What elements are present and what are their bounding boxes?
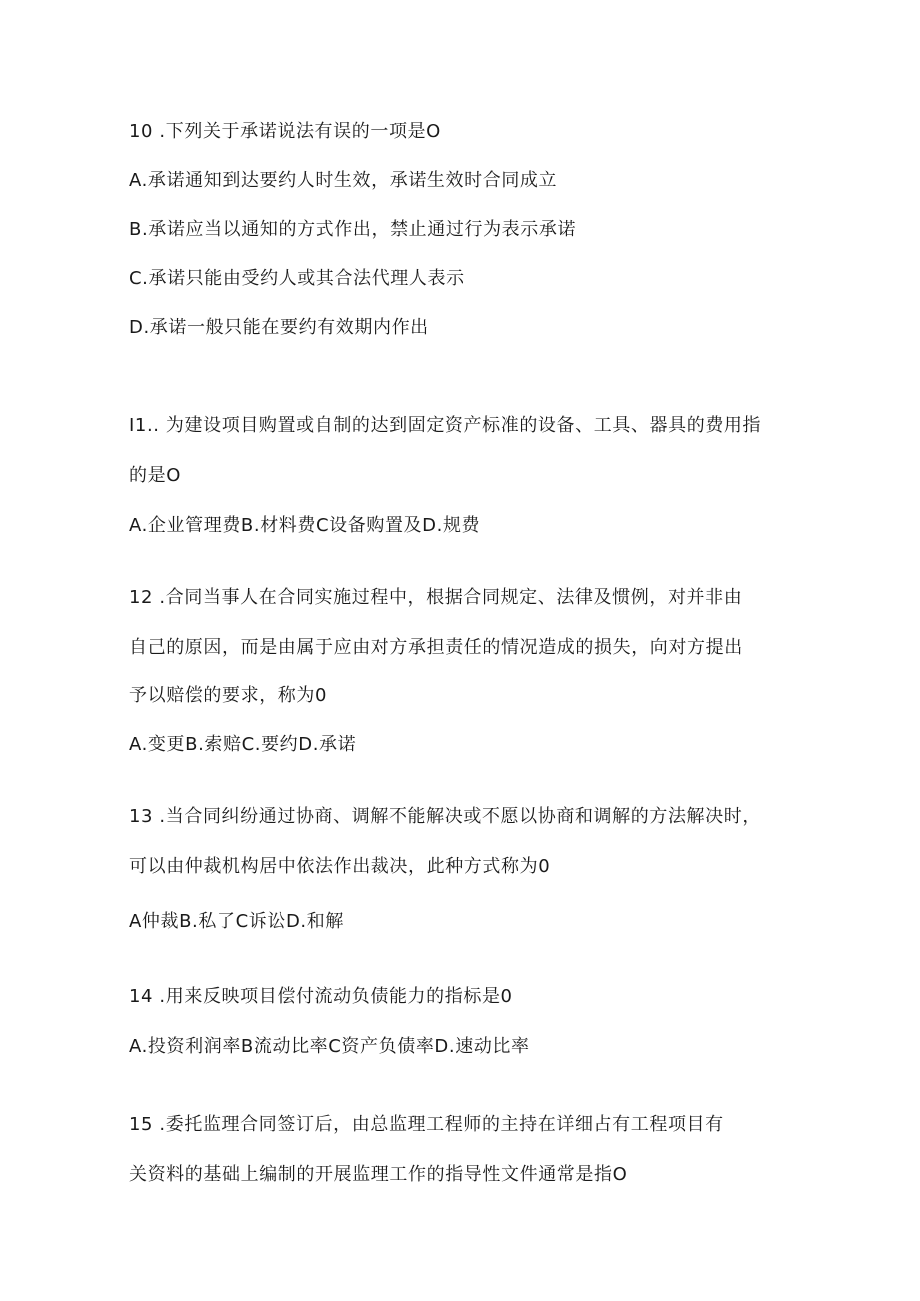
question-15-text-line-1: 15 .委托监理合同签订后，由总监理工程师的主持在详细占有工程项目有 (129, 1114, 724, 1135)
question-10-option-a: A.承诺通知到达要约人时生效，承诺生效时合同成立 (129, 170, 558, 191)
question-15-text-line-2: 关资料的基础上编制的开展监理工作的指导性文件通常是指O (129, 1164, 628, 1185)
question-11-text-line-1: I1.. 为建设项目购置或自制的达到固定资产标准的设备、工具、器具的费用指 (129, 415, 762, 436)
question-12-options: A.变更B.索赔C.要约D.承诺 (129, 734, 357, 755)
question-12-text-line-1: 12 .合同当事人在合同实施过程中，根据合同规定、法律及惯例，对并非由 (129, 587, 743, 608)
question-10-option-b: B.承诺应当以通知的方式作出，禁止通过行为表示承诺 (129, 219, 577, 240)
question-12-text-line-3: 予以赔偿的要求，称为0 (129, 685, 328, 706)
question-14-text: 14 .用来反映项目偿付流动负债能力的指标是0 (129, 986, 513, 1007)
question-13-text-line-1: 13 .当合同纠纷通过协商、调解不能解决或不愿以协商和调解的方法解决时， (129, 806, 761, 827)
question-12-text-line-2: 自己的原因，而是由属于应由对方承担责任的情况造成的损失，向对方提出 (129, 637, 743, 658)
question-10-option-c: C.承诺只能由受约人或其合法代理人表示 (129, 268, 465, 289)
question-10-option-d: D.承诺一般只能在要约有效期内作出 (129, 317, 429, 338)
question-13-options: A仲裁B.私了C诉讼D.和解 (129, 911, 344, 932)
question-14-options: A.投资利润率B流动比率C资产负债率D.速动比率 (129, 1036, 530, 1057)
question-10-text: 10 .下列关于承诺说法有误的一项是O (129, 121, 441, 142)
question-11-options: A.企业管理费B.材料费C设备购置及D.规费 (129, 515, 481, 536)
question-11-text-line-2: 的是O (129, 465, 181, 486)
question-13-text-line-2: 可以由仲裁机构居中依法作出裁决，此种方式称为0 (129, 856, 551, 877)
